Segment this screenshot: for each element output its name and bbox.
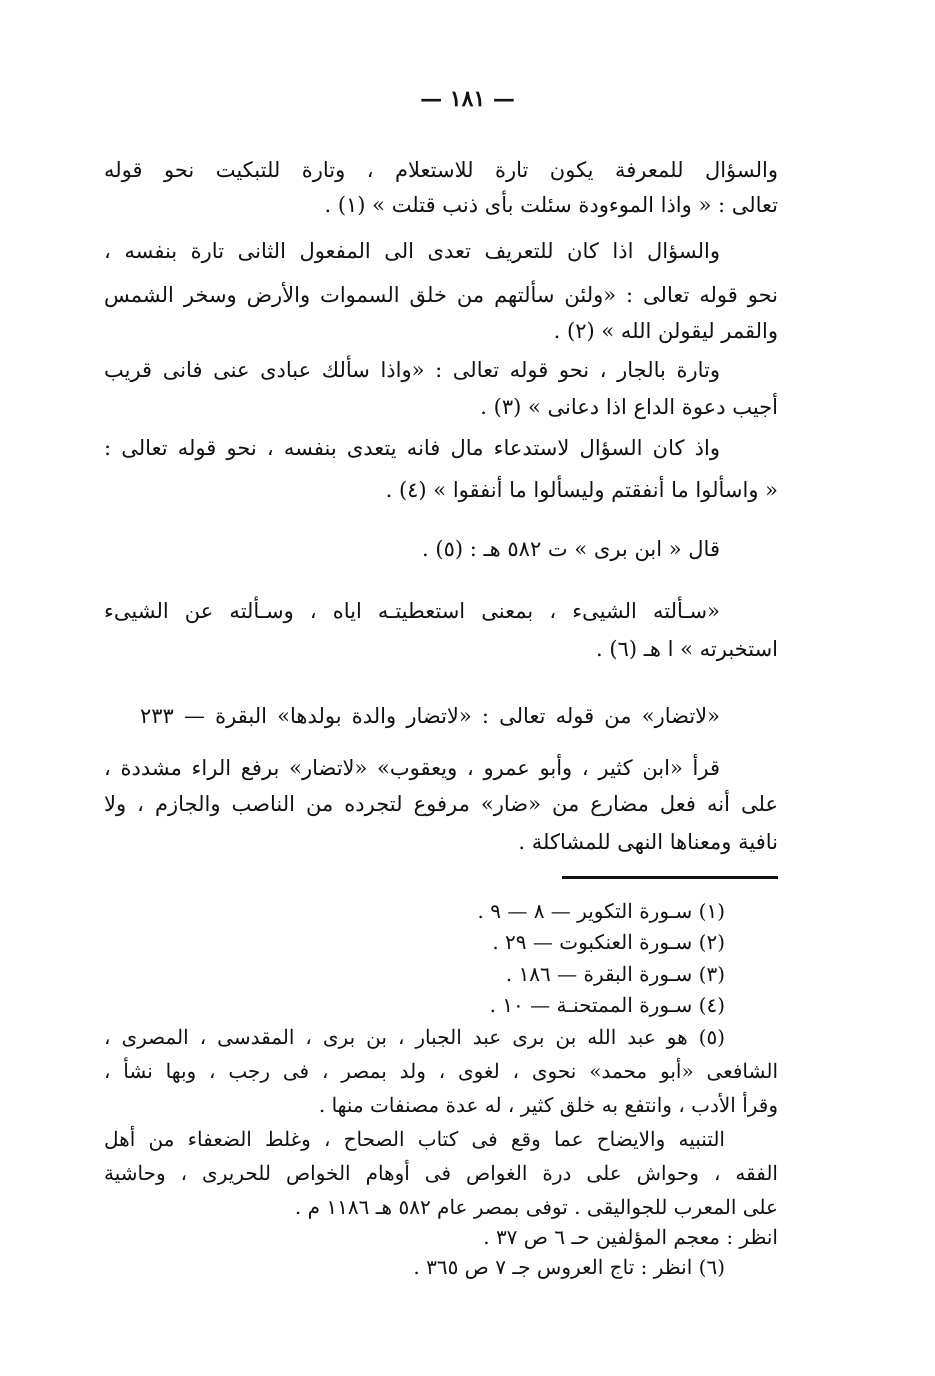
body-line-2: تعالى : « واذا الموءودة سئلت بأى ذنب قتلت » (١) .	[324, 193, 778, 217]
body-line-8: واذ كان السؤال لاستدعاء مال فانه يتعدى بنفسه ، نحو قوله تعالى :	[104, 436, 720, 460]
body-line-14: قرأ «ابن كثير ، وأبو عمرو ، ويعقوب» «لاتضار» برفع الراء مشددة ،	[104, 756, 720, 780]
footnote-separator	[562, 876, 778, 879]
body-line-11: «سـألته الشيىء ، بمعنى استعطيتـه اياه ، وسـألته عن الشيىء	[104, 599, 720, 623]
footnote-5-line-3: وقرأ الأدب ، وانتفع به خلق كثير ، له عدة مصنفات منها .	[318, 1093, 778, 1117]
body-line-6: وتارة بالجار ، نحو قوله تعالى : «واذا سألك عبادى عنى فانى قريب	[104, 358, 720, 382]
footnote-1: (١) سـورة التكوير — ٨ — ٩ .	[477, 899, 725, 923]
body-line-15: على أنه فعل مضارع من «ضار» مرفوع لتجرده من الناصب والجازم ، ولا	[104, 792, 778, 816]
footnote-5-line-2: الشافعى «أبو محمد» نحوى ، لغوى ، ولد بمصر ، فى رجب ، وبها نشأ ،	[104, 1059, 778, 1083]
footnote-5-line-7: انظر : معجم المؤلفين حـ ٦ ص ٣٧ .	[483, 1225, 778, 1249]
body-line-5: والقمر ليقولن الله » (٢) .	[553, 319, 778, 343]
body-line-4: نحو قوله تعالى : «ولئن سألتهم من خلق السموات والأرض وسخر الشمس	[104, 283, 778, 307]
footnote-4: (٤) سـورة الممتحنـة — ١٠ .	[489, 993, 725, 1017]
footnote-5-line-4: التنبيه والايضاح عما وقع فى كتاب الصحاح ، وغلط الضعفاء من أهل	[104, 1127, 725, 1151]
body-line-1: والسؤال للمعرفة يكون تارة للاستعلام ، وتارة للتبكيت نحو قوله	[104, 158, 778, 182]
footnote-5-line-1: (٥) هو عبد الله بن برى عبد الجبار ، بن برى ، المقدسى ، المصرى ،	[104, 1025, 725, 1049]
footnote-5-line-5: الفقه ، وحواش على درة الغواص فى أوهام الخواص للحريرى ، وحاشية	[104, 1161, 778, 1185]
footnote-3: (٣) سـورة البقرة — ١٨٦ .	[505, 962, 725, 986]
body-line-3: والسؤال اذا كان للتعريف تعدى الى المفعول الثانى تارة بنفسه ،	[104, 239, 720, 263]
footnote-2: (٢) سـورة العنكبوت — ٢٩ .	[492, 930, 725, 954]
footnote-5-line-6: على المعرب للجواليقى . توفى بمصر عام ٥٨٢ هـ ١١٨٦ م .	[294, 1195, 778, 1219]
body-line-16: نافية ومعناها النهى للمشاكلة .	[518, 830, 778, 854]
page-number: — ١٨١ —	[420, 86, 515, 112]
body-line-12: استخبرته » ا هـ (٦) .	[596, 637, 778, 661]
body-line-9: « واسألوا ما أنفقتم وليسألوا ما أنفقوا » (٤) .	[385, 478, 778, 502]
body-line-7: أجيب دعوة الداع اذا دعانى » (٣) .	[480, 395, 778, 419]
body-line-10: قال « ابن برى » ت ٥٨٢ هـ : (٥) .	[422, 537, 720, 561]
body-line-13: «لاتضار» من قوله تعالى : «لاتضار والدة بولدها» البقرة — ٢٣٣	[140, 704, 720, 728]
footnote-6: (٦) انظر : تاج العروس جـ ٧ ص ٣٦٥ .	[413, 1255, 725, 1279]
